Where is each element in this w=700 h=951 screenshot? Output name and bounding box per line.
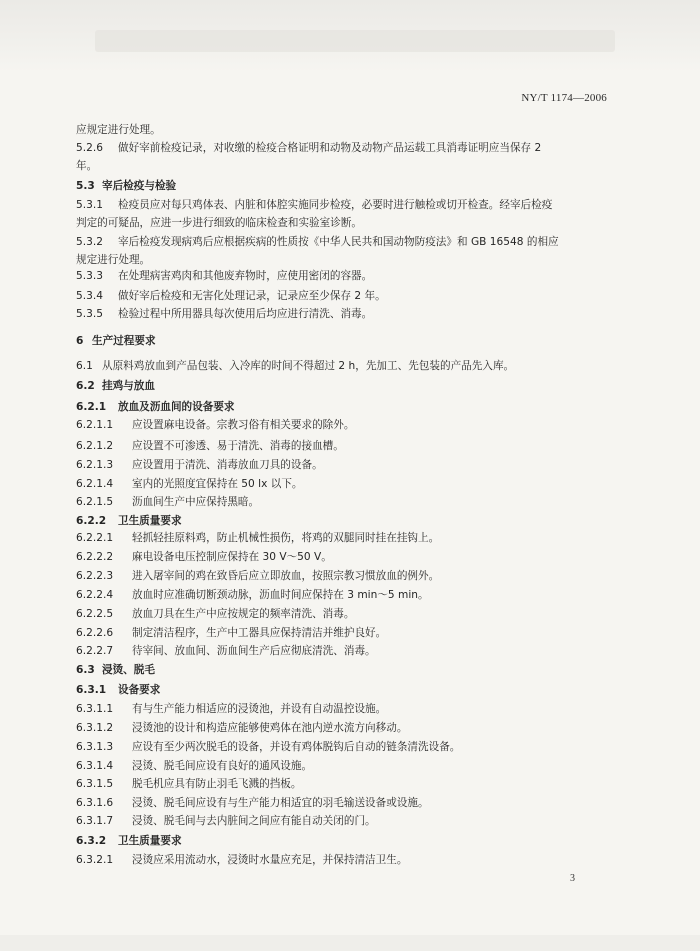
paragraph-line [76, 158, 97, 174]
clause-number: 6.3.2 [76, 835, 107, 847]
section-heading [76, 378, 155, 394]
line-text: 放血时应准确切断颈动脉，沥血时间应保持在 3 min～5 min。 [132, 589, 429, 601]
clause-number: 6.3.1.3 [76, 741, 114, 753]
line-text: 放血及沥血间的设备要求 [118, 401, 235, 413]
line-text: 卫生质量要求 [118, 515, 182, 527]
clause-number: 5.3.3 [76, 270, 103, 282]
line-text: 应规定进行处理。 [76, 124, 161, 136]
line-text: 宰后检疫发现病鸡后应根据疾病的性质按《中华人民共和国动物防疫法》和 GB 16548 的相应 [118, 236, 559, 248]
section-heading [76, 399, 235, 415]
paragraph-line [76, 457, 323, 473]
paragraph-line [76, 140, 541, 156]
paragraph-line [76, 288, 386, 304]
line-text: 检验过程中所用器具每次使用后均应进行清洗、消毒。 [118, 308, 373, 320]
line-text: 放血刀具在生产中应按规定的频率清洗、消毒。 [132, 608, 355, 620]
line-text: 应设置不可渗透、易于清洗、消毒的接血槽。 [132, 440, 344, 452]
clause-number: 6.2.1.2 [76, 440, 114, 452]
clause-number: 6.3.1.4 [76, 760, 114, 772]
paragraph-line [76, 568, 439, 584]
line-text: 脱毛机应具有防止羽毛飞溅的挡板。 [132, 778, 302, 790]
clause-number: 6.2.2 [76, 515, 107, 527]
paragraph-line [76, 252, 150, 268]
paragraph-line [76, 739, 460, 755]
clause-number: 6.2.1.3 [76, 459, 114, 471]
clause-number: 6 [76, 335, 84, 347]
section-heading [76, 178, 176, 194]
paragraph-line [76, 438, 344, 454]
section-heading [76, 333, 156, 349]
line-text: 年。 [76, 160, 98, 172]
line-text: 卫生质量要求 [118, 835, 182, 847]
paragraph-line [76, 643, 376, 659]
paragraph-line [76, 606, 354, 622]
header-scan-shadow [95, 30, 615, 52]
line-text: 浸烫、脱毛间应设有良好的通风设施。 [132, 760, 313, 772]
clause-number: 6.2.2.4 [76, 589, 114, 601]
section-heading [76, 682, 160, 698]
clause-number: 5.2.6 [76, 142, 103, 154]
page-bottom-edge [0, 935, 700, 951]
clause-number: 5.3 [76, 180, 95, 192]
clause-number: 6.2.2.7 [76, 645, 114, 657]
paragraph-line [76, 268, 372, 284]
line-text: 待宰间、放血间、沥血间生产后应彻底清洗、消毒。 [132, 645, 376, 657]
paragraph-line [76, 417, 354, 433]
line-text: 设备要求 [118, 684, 161, 696]
line-text: 沥血间生产中应保持黑暗。 [132, 496, 260, 508]
line-text: 轻抓轻挂原料鸡，防止机械性损伤，将鸡的双腿同时挂在挂钩上。 [132, 532, 440, 544]
paragraph-line [76, 476, 303, 492]
paragraph-line [76, 306, 372, 322]
clause-number: 6.2.1.1 [76, 419, 114, 431]
paragraph-line [76, 234, 559, 250]
clause-number: 6.2.2.2 [76, 551, 114, 563]
paragraph-line [76, 625, 386, 641]
line-text: 室内的光照度宜保持在 50 lx 以下。 [132, 478, 303, 490]
paragraph-line [76, 795, 429, 811]
line-text: 制定清洁程序，生产中工器具应保持清洁并维护良好。 [132, 627, 387, 639]
section-heading [76, 513, 182, 529]
paragraph-line [76, 852, 407, 868]
line-text: 浸烫、脱毛间应设有与生产能力相适宜的羽毛输送设备或设施。 [132, 797, 429, 809]
clause-number: 6.3.2.1 [76, 854, 114, 866]
clause-number: 6.2.2.1 [76, 532, 114, 544]
section-heading [76, 662, 155, 678]
line-text: 进入屠宰间的鸡在致昏后应立即放血，按照宗教习惯放血的例外。 [132, 570, 440, 582]
page-header-band [0, 0, 700, 72]
line-text: 判定的可疑品，应进一步进行细致的临床检查和实验室诊断。 [76, 217, 363, 229]
clause-number: 5.3.5 [76, 308, 103, 320]
line-text: 做好宰前检疫记录，对收缴的检疫合格证明和动物及动物产品运载工具消毒证明应当保存 2 [118, 142, 542, 154]
clause-number: 6.3 [76, 664, 95, 676]
paragraph-line [76, 494, 259, 510]
clause-number: 6.2.1.5 [76, 496, 114, 508]
line-text: 浸烫、脱毛 [102, 664, 155, 676]
line-text: 应设有至少两次脱毛的设备，并设有鸡体脱钩后自动的链条清洗设备。 [132, 741, 461, 753]
standard-number: NY/T 1174—2006 [521, 92, 607, 104]
clause-number: 6.2 [76, 380, 95, 392]
paragraph-line [76, 358, 514, 374]
line-text: 在处理病害鸡肉和其他废弃物时，应使用密闭的容器。 [118, 270, 373, 282]
paragraph-line [76, 701, 386, 717]
paragraph-line [76, 215, 362, 231]
clause-number: 5.3.1 [76, 199, 103, 211]
clause-number: 6.2.2.6 [76, 627, 114, 639]
paragraph-line [76, 122, 161, 138]
line-text: 有与生产能力相适应的浸烫池，并设有自动温控设施。 [132, 703, 387, 715]
clause-number: 6.3.1.1 [76, 703, 114, 715]
paragraph-line [76, 776, 302, 792]
clause-number: 6.3.1.7 [76, 815, 114, 827]
line-text: 宰后检疫与检验 [102, 180, 177, 192]
paragraph-line [76, 530, 439, 546]
clause-number: 6.3.1.5 [76, 778, 114, 790]
clause-number: 6.2.2.5 [76, 608, 114, 620]
line-text: 做好宰后检疫和无害化处理记录，记录应至少保存 2 年。 [118, 290, 386, 302]
line-text: 应设置用于清洗、消毒放血刀具的设备。 [132, 459, 323, 471]
clause-number: 6.2.1 [76, 401, 107, 413]
line-text: 浸烫应采用流动水，浸烫时水量应充足，并保持清洁卫生。 [132, 854, 408, 866]
line-text: 生产过程要求 [92, 335, 156, 347]
clause-number: 5.3.4 [76, 290, 103, 302]
paragraph-line [76, 549, 332, 565]
line-text: 麻电设备电压控制应保持在 30 V～50 V。 [132, 551, 332, 563]
paragraph-line [76, 720, 407, 736]
line-text: 挂鸡与放血 [102, 380, 155, 392]
line-text: 检疫员应对每只鸡体表、内脏和体腔实施同步检疫，必要时进行触检或切开检查。经宰后检疫 [118, 199, 553, 211]
clause-number: 6.3.1.2 [76, 722, 114, 734]
page-number: 3 [570, 873, 575, 884]
clause-number: 6.3.1 [76, 684, 107, 696]
paragraph-line [76, 758, 312, 774]
paragraph-line [76, 197, 552, 213]
line-text: 应设置麻电设备。宗教习俗有相关要求的除外。 [132, 419, 355, 431]
line-text: 规定进行处理。 [76, 254, 151, 266]
clause-number: 6.2.2.3 [76, 570, 114, 582]
paragraph-line [76, 587, 429, 603]
line-text: 从原料鸡放血到产品包装、入冷库的时间不得超过 2 h，先加工、先包装的产品先入库。 [102, 360, 515, 372]
clause-number: 6.1 [76, 360, 93, 372]
clause-number: 6.2.1.4 [76, 478, 114, 490]
section-heading [76, 833, 182, 849]
clause-number: 6.3.1.6 [76, 797, 114, 809]
paragraph-line [76, 813, 376, 829]
line-text: 浸烫、脱毛间与去内脏间之间应有能自动关闭的门。 [132, 815, 376, 827]
line-text: 浸烫池的设计和构造应能够使鸡体在池内逆水流方向移动。 [132, 722, 408, 734]
clause-number: 5.3.2 [76, 236, 103, 248]
